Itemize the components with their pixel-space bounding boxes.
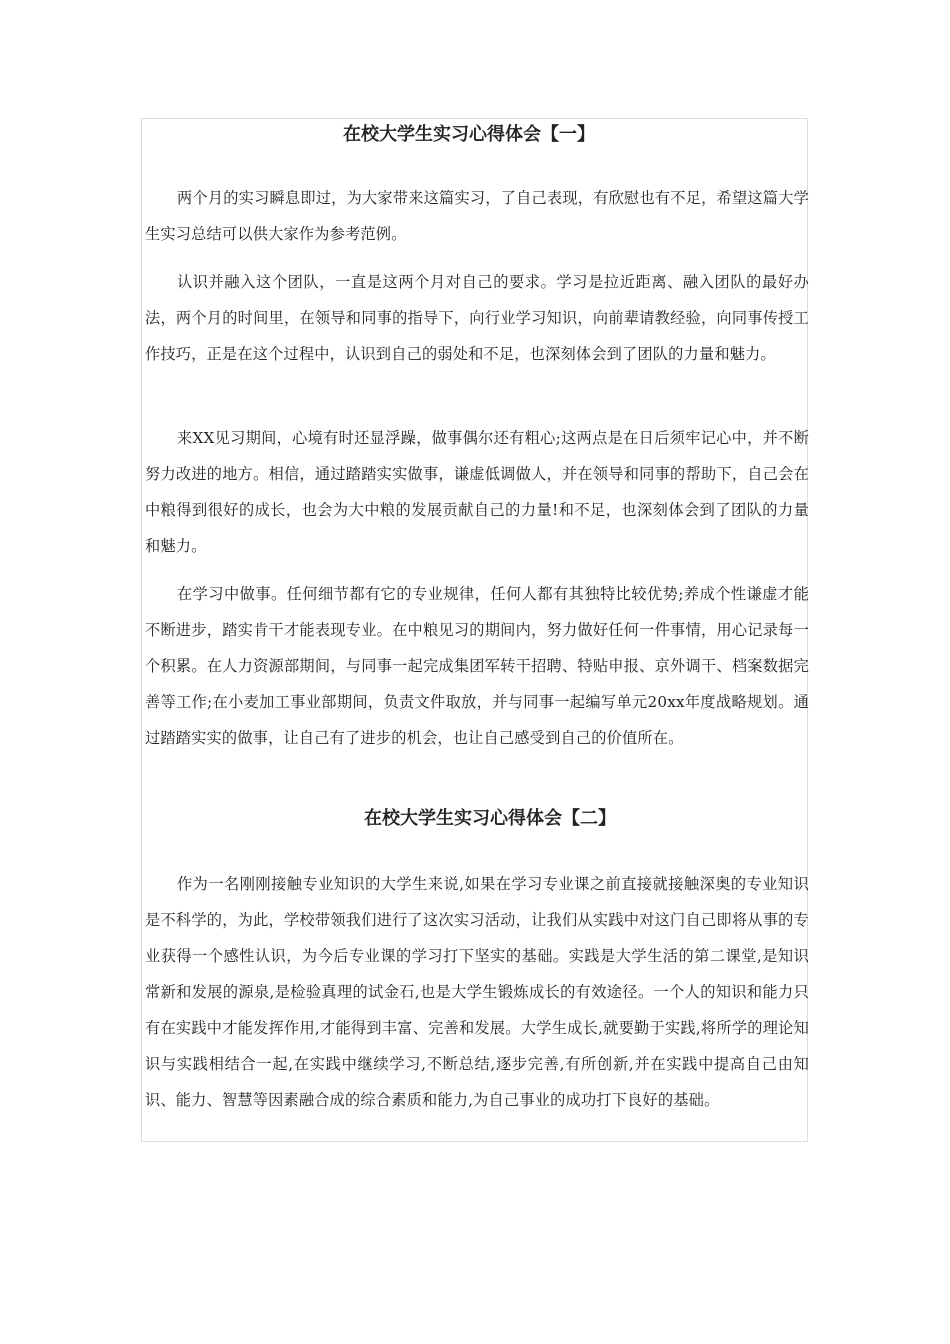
paragraph: 来XX见习期间，心境有时还显浮躁，做事偶尔还有粗心;这两点是在日后须牢记心中，并不断努力改进的地方。相信，通过踏踏实实做事，谦虚低调做人，并在领导和同事的帮助下，自己会在中粮得到很好的成长，也会为大中粮的发展贡献自己的力量!和不足，也深刻体会到了团队的力量和魅力。 [145, 429, 809, 555]
paragraph: 在学习中做事。任何细节都有它的专业规律，任何人都有其独特比较优势;养成个性谦虚才能不断进步，踏实肯干才能表现专业。在中粮见习的期间内，努力做好任何一件事情，用心记录每一个积累。在人力资源部期间，与同事一起完成集团军转干招聘、特贴申报、京外调干、档案数据完善等工作;在小麦加工事业部期间，负责文件取放，并与同事一起编写单元20xx年度战略规划。通过踏踏实实的做事，让自己有了进步的机会，也让自己感受到自己的价值所在。 [145, 585, 809, 747]
paragraph: 作为一名刚刚接触专业知识的大学生来说,如果在学习专业课之前直接就接触深奥的专业知识是不科学的，为此，学校带领我们进行了这次实习活动，让我们从实践中对这门自己即将从事的专业获得一个感性认识，为今后专业课的学习打下坚实的基础。实践是大学生活的第二课堂,是知识常新和发展的源泉,是检验真理的试金石,也是大学生锻炼成长的有效途径。一个人的知识和能力只有在实践中才能发挥作用,才能得到丰富、完善和发展。大学生成长,就要勤于实践,将所学的理论知识与实践相结合一起,在实践中继续学习,不断总结,逐步完善,有所创新,并在实践中提高自己由知识、能力、智慧等因素融合成的综合素质和能力,为自己事业的成功打下良好的基础。 [145, 875, 809, 1109]
paragraph: 认识并融入这个团队，一直是这两个月对自己的要求。学习是拉近距离、融入团队的最好办法，两个月的时间里，在领导和同事的指导下，向行业学习知识，向前辈请教经验，向同事传授工作技巧，正是在这个过程中，认识到自己的弱处和不足，也深刻体会到了团队的力量和魅力。 [145, 273, 809, 363]
paragraph: 两个月的实习瞬息即过，为大家带来这篇实习，了自己表现，有欣慰也有不足，希望这篇大学生实习总结可以供大家作为参考范例。 [145, 189, 809, 243]
section-title-2: 在校大学生实习心得体会【二】 [364, 808, 616, 829]
section-title-1: 在校大学生实习心得体会【一】 [343, 124, 595, 145]
